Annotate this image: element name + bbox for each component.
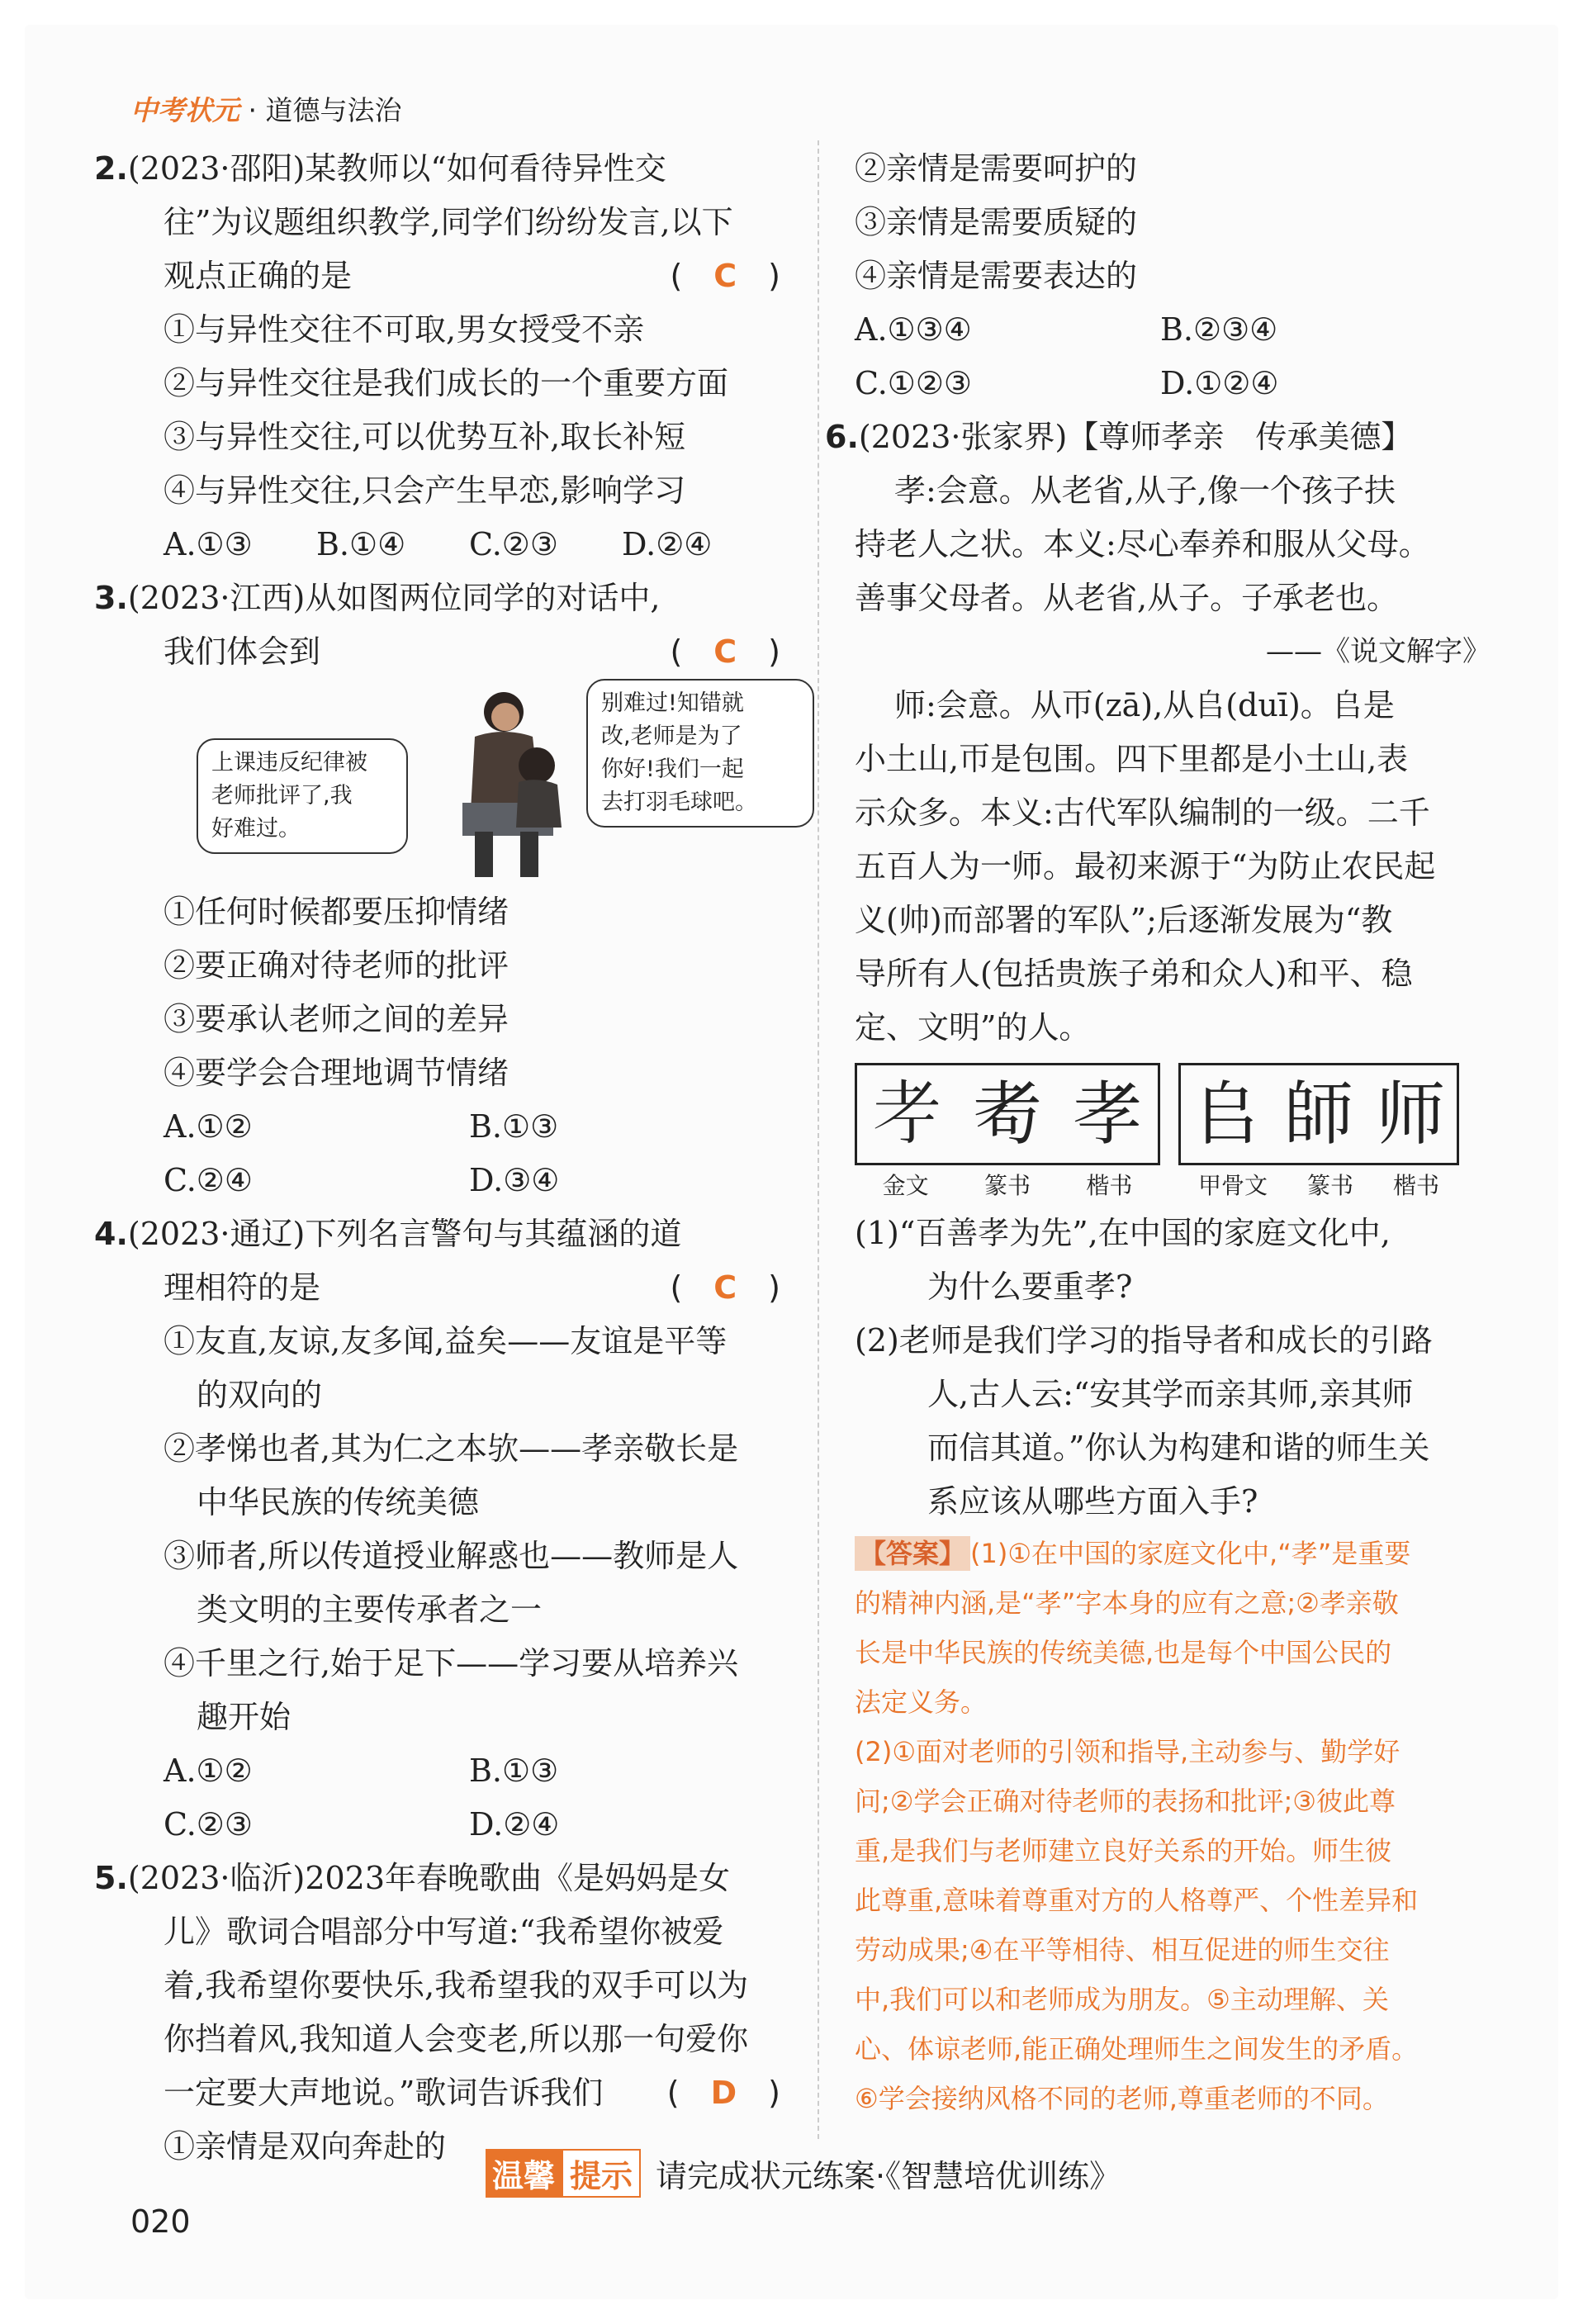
answer-letter: D [710, 2075, 737, 2111]
statement-item: ④千里之行,始于足下——学习要从培养兴 [164, 1645, 739, 1681]
answer-line: 问;②学会正确对待老师的表扬和批评;③彼此尊 [855, 1786, 1396, 1817]
subject-title: 道德与法治 [265, 94, 402, 126]
statement-item: ④与异性交往,只会产生早恋,影响学习 [164, 472, 686, 509]
shi-definition-line: 小土山,帀是包围。四下里都是小土山,表 [855, 741, 1409, 777]
question-text: (2023·临沂)2023年春晚歌曲《是妈妈是女 [127, 1860, 731, 1896]
options-row [855, 357, 1491, 410]
question-number: 2. [94, 150, 128, 187]
statement-item: ②与异性交往是我们成长的一个重要方面 [164, 365, 729, 401]
speech-bubble-left [197, 738, 408, 854]
question-text: 观点正确的是 [164, 258, 353, 294]
statement-item-cont: 类文明的主要传承者之一 [197, 1591, 543, 1628]
statement-item-cont: 趣开始 [197, 1699, 291, 1735]
sub-question-1: (1)“百善孝为先”,在中国的家庭文化中, [855, 1215, 1391, 1251]
option-a: A.①② [164, 1752, 253, 1789]
glyph-zhuanshu: 師 [1283, 1073, 1353, 1155]
option-b: B.①③ [469, 1108, 559, 1145]
question-text: 一定要大声地说。”歌词告诉我们 [164, 2075, 604, 2111]
options-row [124, 1744, 780, 1798]
footer-text: 请完成状元练案·《智慧培优训练》 [656, 2158, 1121, 2194]
statement-item: ④要学会合理地调节情绪 [164, 1055, 509, 1091]
sub-question-1-cont: 为什么要重孝? [927, 1269, 1133, 1305]
statement-item-cont: 的双向的 [197, 1377, 323, 1413]
glyph-kaishu: 孝 [1073, 1073, 1143, 1155]
statement-item: ④亲情是需要表达的 [855, 258, 1138, 294]
statement-item: ②亲情是需要呵护的 [855, 150, 1138, 187]
options-row [124, 1798, 780, 1852]
question-number: 3. [94, 580, 128, 616]
left-column [94, 142, 780, 2174]
option-b: B.①③ [469, 1752, 559, 1789]
shi-glyph-box [1178, 1063, 1459, 1165]
bubble-line: 去打羽毛球吧。 [601, 790, 757, 815]
sub-question-2-cont: 系应该从哪些方面入手? [927, 1483, 1258, 1520]
option-a: A.①③ [164, 526, 253, 562]
question-text: (2023·江西)从如图两位同学的对话中, [127, 580, 661, 616]
answer-line: 心、体谅老师,能正确处理师生之间发生的矛盾。 [855, 2033, 1419, 2065]
answer-bracket: ( D ) [666, 2075, 780, 2111]
answer-letter: C [713, 633, 737, 670]
right-column [825, 142, 1491, 2123]
option-c: C.②③ [164, 1806, 253, 1843]
option-d: D.①②④ [1160, 365, 1279, 401]
answer-line: (1)①在中国的家庭文化中,“孝”是重要 [970, 1538, 1411, 1569]
option-a: A.①② [164, 1108, 253, 1145]
shi-definition-line: 师:会意。从帀(zā),从𠂤(duī)。𠂤是 [894, 687, 1395, 723]
question-text: 理相符的是 [164, 1269, 321, 1306]
option-c: C.②④ [164, 1162, 253, 1198]
caption: 篆书 [983, 1172, 1031, 1199]
shi-definition-line: 五百人为一师。最初来源于“为防止农民起 [855, 848, 1436, 885]
sub-question-2-cont: 而信其道。”你认为构建和谐的师生关 [927, 1430, 1430, 1466]
option-d: D.③④ [469, 1162, 560, 1198]
dialogue-illustration [164, 679, 780, 885]
sub-question-2-cont: 人,古人云:“安其学而亲其师,亲其师 [927, 1376, 1414, 1412]
answer-letter: C [713, 258, 737, 294]
statement-item: ③亲情是需要质疑的 [855, 204, 1138, 240]
glyph-kaishu: 师 [1376, 1073, 1446, 1155]
caption: 篆书 [1306, 1172, 1353, 1199]
option-c: C.①②③ [855, 365, 972, 401]
bubble-line: 上课违反纪律被 [211, 750, 367, 775]
column-divider [818, 140, 819, 2139]
caption: 金文 [882, 1172, 929, 1199]
answer-bracket: ( C ) [670, 1269, 780, 1306]
statement-item: ①任何时候都要压抑情绪 [164, 894, 509, 930]
options-row [124, 518, 780, 572]
question-text: 儿》歌词合唱部分中写道:“我希望你被爱 [164, 1914, 724, 1950]
answer-line: (2)①面对老师的引领和指导,主动参与、勤学好 [855, 1736, 1401, 1767]
glyph-captions [1178, 1165, 1459, 1207]
tip-badge-b: 提示 [562, 2149, 641, 2198]
shi-definition-line: 义(帅)而部署的军队”;后逐渐发展为“教 [855, 902, 1393, 938]
caption: 楷书 [1086, 1172, 1133, 1199]
question-text: (2023·邵阳)某教师以“如何看待异性交 [127, 150, 666, 187]
page-number: 020 [130, 2203, 191, 2240]
statement-item: ①与异性交往不可取,男女授受不亲 [164, 311, 645, 348]
glyph-zhuanshu: 耇 [972, 1073, 1042, 1155]
glyph-jinwen: 𦒱 [872, 1073, 942, 1155]
caption: 甲骨文 [1197, 1172, 1268, 1199]
xiao-definition-line: 善事父母者。从老省,从子。子承老也。 [855, 580, 1399, 616]
answer-line: 的精神内涵,是“孝”字本身的应有之意;②孝亲敬 [855, 1587, 1399, 1619]
statement-item: ②孝悌也者,其为仁之本欤——孝亲敬长是 [164, 1430, 739, 1467]
shi-glyph-group [1178, 1063, 1459, 1207]
answer-bracket: ( C ) [670, 633, 780, 670]
students-illustration [446, 679, 570, 877]
options-row [124, 1154, 780, 1207]
sub-question-2: (2)老师是我们学习的指导者和成长的引路 [855, 1322, 1433, 1359]
question-3 [94, 572, 780, 1207]
answer-line: 法定义务。 [855, 1686, 988, 1718]
option-d: D.②④ [622, 526, 713, 562]
statement-item: ①亲情是双向奔赴的 [164, 2128, 447, 2165]
question-text: (2023·通辽)下列名言警句与其蕴涵的道 [127, 1216, 682, 1252]
options-row [855, 303, 1491, 357]
statement-item-cont: 中华民族的传统美德 [197, 1484, 480, 1520]
xiao-glyph-box [855, 1063, 1160, 1165]
footer-tip [486, 2149, 1121, 2198]
bubble-line: 改,老师是为了 [601, 723, 742, 749]
bubble-line: 好难过。 [211, 816, 301, 842]
question-number: 5. [94, 1860, 128, 1896]
statement-item: ③与异性交往,可以优势互补,取长补短 [164, 419, 686, 455]
answer-line: 长是中华民族的传统美德,也是每个中国公民的 [855, 1637, 1392, 1668]
answer-line: 劳动成果;④在平等相待、相互促进的师生交往 [855, 1934, 1390, 1966]
source-citation: ——《说文解字》 [1266, 635, 1491, 668]
glyph-captions [855, 1165, 1160, 1207]
header-separator: · [248, 94, 257, 126]
option-a: A.①③④ [855, 311, 972, 348]
statement-item: ③师者,所以传道授业解惑也——教师是人 [164, 1538, 739, 1574]
question-text: 你挡着风,我知道人会变老,所以那一句爱你 [164, 2021, 749, 2057]
page-header [130, 89, 402, 128]
xiao-definition-line: 持老人之状。本义:尽心奉养和服从父母。 [855, 526, 1430, 562]
glyph-jiaguwen: 𠂤 [1192, 1073, 1262, 1155]
question-2 [94, 142, 780, 572]
question-number: 4. [94, 1216, 128, 1252]
caption: 楷书 [1392, 1172, 1439, 1199]
answer-line: ⑥学会接纳风格不同的老师,尊重老师的不同。 [855, 2083, 1389, 2114]
character-evolution-figure [855, 1063, 1491, 1207]
options-row [124, 1100, 780, 1154]
xiao-glyph-group [855, 1063, 1160, 1207]
answer-tag: 【答案】 [855, 1536, 970, 1571]
question-5 [94, 1852, 780, 2174]
statement-item: ②要正确对待老师的批评 [164, 947, 509, 984]
statement-item: ①友直,友谅,友多闻,益矣——友谊是平等 [164, 1323, 728, 1359]
answer-bracket: ( C ) [670, 258, 780, 294]
answer-block [855, 1529, 1491, 2123]
shi-definition-line: 导所有人(包括贵族子弟和众人)和平、稳 [855, 956, 1413, 992]
option-c: C.②③ [469, 526, 558, 562]
question-text: 我们体会到 [164, 633, 321, 670]
answer-line: 重,是我们与老师建立良好关系的开始。师生彼 [855, 1835, 1392, 1866]
answer-line: 中,我们可以和老师成为朋友。⑤主动理解、关 [855, 1984, 1389, 2015]
statement-item: ③要承认老师之间的差异 [164, 1001, 509, 1037]
answer-letter: C [713, 1269, 737, 1306]
shi-definition-line: 示众多。本义:古代军队编制的一级。二千 [855, 794, 1430, 831]
option-b: B.②③④ [1160, 311, 1278, 348]
bubble-line: 老师批评了,我 [211, 783, 353, 809]
xiao-definition-line: 孝:会意。从老省,从子,像一个孩子扶 [894, 472, 1396, 509]
bubble-line: 别难过!知错就 [601, 690, 744, 716]
question-number: 6. [825, 419, 859, 455]
question-title: (2023·张家界)【尊师孝亲 传承美德】 [858, 419, 1413, 455]
brand-logo-text: 中考状元 [130, 94, 239, 126]
bubble-line: 你好!我们一起 [601, 756, 744, 782]
option-d: D.②④ [469, 1806, 560, 1843]
question-6 [825, 410, 1491, 2123]
option-b: B.①④ [316, 526, 406, 562]
question-text: 着,我希望你要快乐,我希望我的双手可以为 [164, 1967, 749, 2004]
speech-bubble-right [586, 679, 814, 828]
shi-definition-line: 定、文明”的人。 [855, 1009, 1091, 1046]
tip-badge-a: 温馨 [486, 2149, 562, 2198]
question-text: 往”为议题组织教学,同学们纷纷发言,以下 [164, 204, 733, 240]
answer-line: 此尊重,意味着尊重对方的人格尊严、个性差异和 [855, 1885, 1419, 1916]
question-4 [94, 1207, 780, 1852]
